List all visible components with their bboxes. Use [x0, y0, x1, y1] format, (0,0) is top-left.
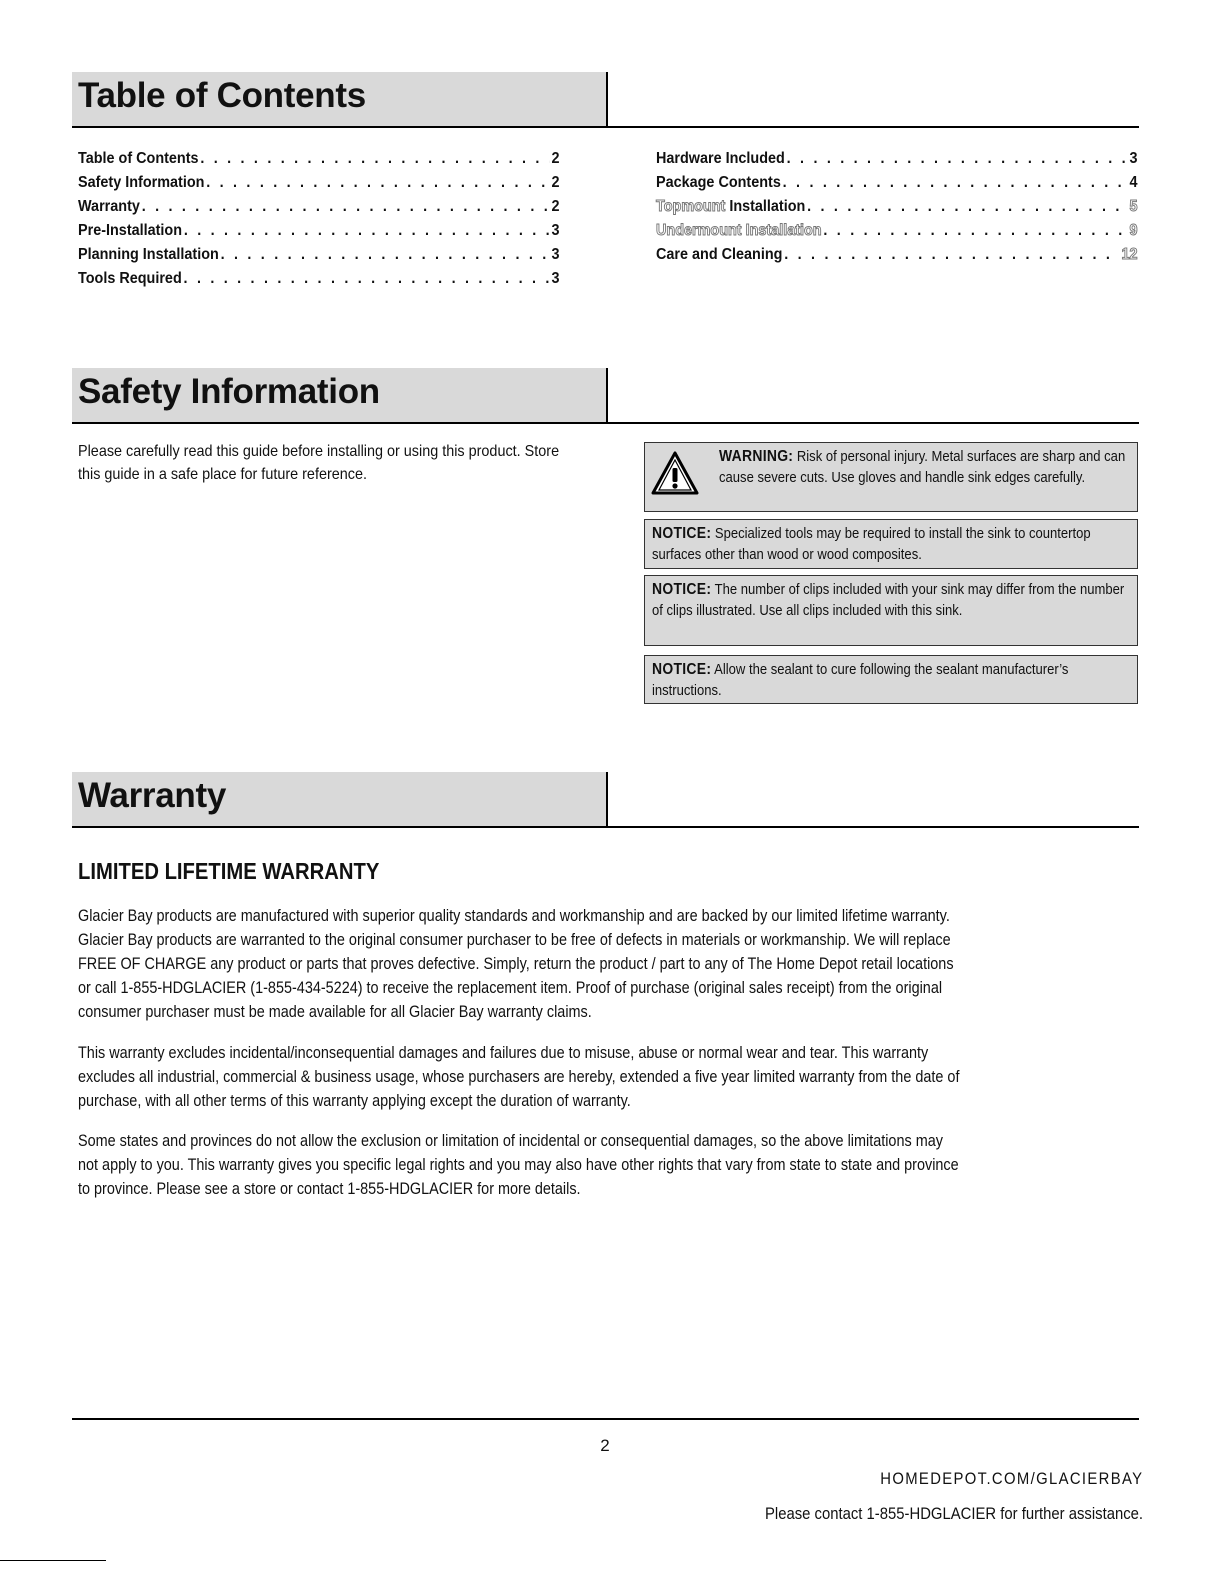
section-header-rule [72, 826, 1139, 828]
toc-entry[interactable]: Undermount Installation . . . 9 [656, 222, 1138, 246]
crop-mark [0, 1560, 106, 1561]
notice-keyword: NOTICE: [652, 661, 712, 678]
notice-box [644, 575, 1138, 646]
toc-entry[interactable]: Table of Contents . . . 2 [78, 150, 560, 174]
toc-entry[interactable]: Package Contents . . . 4 [656, 174, 1138, 198]
warranty-title: Warranty [78, 776, 227, 815]
text-line: This warranty excludes incidental/inconsequential damages and failures due to misuse, abuse or normal wear and tear. This warranty [78, 1044, 929, 1062]
text-line: purchase, with all other terms of this warranty applying except the duration of warranty. [78, 1092, 631, 1110]
safety-section-header [72, 368, 1139, 424]
toc-title: Table of Contents [78, 76, 366, 115]
toc-entry[interactable]: Safety Information . . . 2 [78, 174, 560, 198]
toc-entry[interactable]: Tools Required . . . 3 [78, 270, 560, 294]
warning-keyword: WARNING: [719, 448, 794, 465]
toc-entry[interactable]: Topmount Installation . . . 5 [656, 198, 1138, 222]
notice-box [644, 519, 1138, 569]
footer-rule [72, 1418, 1139, 1420]
text-line: or call 1-855-HDGLACIER (1-855-434-5224) to receive the replacement item. Proof of purchase (original sales receipt) from the original [78, 979, 943, 997]
text-line: excludes all industrial, commercial & business usage, whose purchasers are hereby, extended a five year limited warranty from the date of [78, 1068, 960, 1086]
warranty-paragraph-1 [78, 904, 1127, 1024]
website-link[interactable]: HOMEDEPOT.COM/GLACIERBAY [879, 1470, 1143, 1488]
toc-section-header [72, 72, 1139, 128]
notice-keyword: NOTICE: [652, 581, 712, 598]
page-number: 2 [600, 1436, 610, 1455]
toc-right-column [656, 150, 1138, 270]
warranty-paragraph-3 [78, 1129, 1127, 1201]
section-header-rule [72, 422, 1139, 424]
warning-box [644, 442, 1138, 512]
contact-line: Please contact 1-855-HDGLACIER for further assistance. [764, 1505, 1143, 1523]
warranty-paragraph-2 [78, 1041, 1127, 1113]
text-line: Some states and provinces do not allow the exclusion or limitation of incidental or consequential damages, so the above limitations may [78, 1132, 943, 1150]
warranty-heading: LIMITED LIFETIME WARRANTY [78, 858, 380, 884]
text-line: consumer purchaser must be made available for all Glacier Bay warranty claims. [78, 1003, 592, 1021]
section-header-rule [72, 126, 1139, 128]
text-line: Glacier Bay products are manufactured with superior quality standards and workmanship and are backed by our limited lifetime warranty. [78, 907, 950, 925]
text-line: Glacier Bay products are warranted to the original consumer purchaser to be free of defects in materials or workmanship. We will replace [78, 931, 951, 949]
toc-left-column [78, 150, 560, 294]
text-line: FREE OF CHARGE any product or parts that proves defective. Simply, return the product / part to any of The Home Depot retail locations [78, 955, 954, 973]
notice-text: The number of clips included with your sink may differ from the number of clips illustrated. Use all clips included with this sink. [652, 582, 1125, 619]
notice-box [644, 655, 1138, 704]
notice-text: Allow the sealant to cure following the sealant manufacturer’s instructions. [652, 662, 1069, 699]
warning-triangle-icon [651, 451, 699, 495]
notice-text: Specialized tools may be required to install the sink to countertop surfaces other than wood or wood composites. [652, 526, 1091, 563]
toc-entry[interactable]: Warranty . . . 2 [78, 198, 560, 222]
warranty-section-header [72, 772, 1139, 828]
text-line: to province. Please see a store or contact 1-855-HDGLACIER for more details. [78, 1180, 581, 1198]
toc-entry[interactable]: Planning Installation . . . 3 [78, 246, 560, 270]
safety-title: Safety Information [78, 372, 380, 411]
notice-keyword: NOTICE: [652, 525, 712, 542]
toc-entry[interactable]: Hardware Included . . . 3 [656, 150, 1138, 174]
warning-text: Risk of personal injury. Metal surfaces are sharp and can cause severe cuts. Use gloves and handle sink edges carefully. [719, 449, 1126, 486]
safety-intro: Please carefully read this guide before installing or using this product. Store this guide in a safe place for future reference. [78, 443, 560, 483]
toc-entry[interactable]: Care and Cleaning . . . 12 [656, 246, 1138, 270]
text-line: not apply to you. This warranty gives you specific legal rights and you may also have other rights that vary from state to state and province [78, 1156, 959, 1174]
toc-entry[interactable]: Pre-Installation . . . 3 [78, 222, 560, 246]
